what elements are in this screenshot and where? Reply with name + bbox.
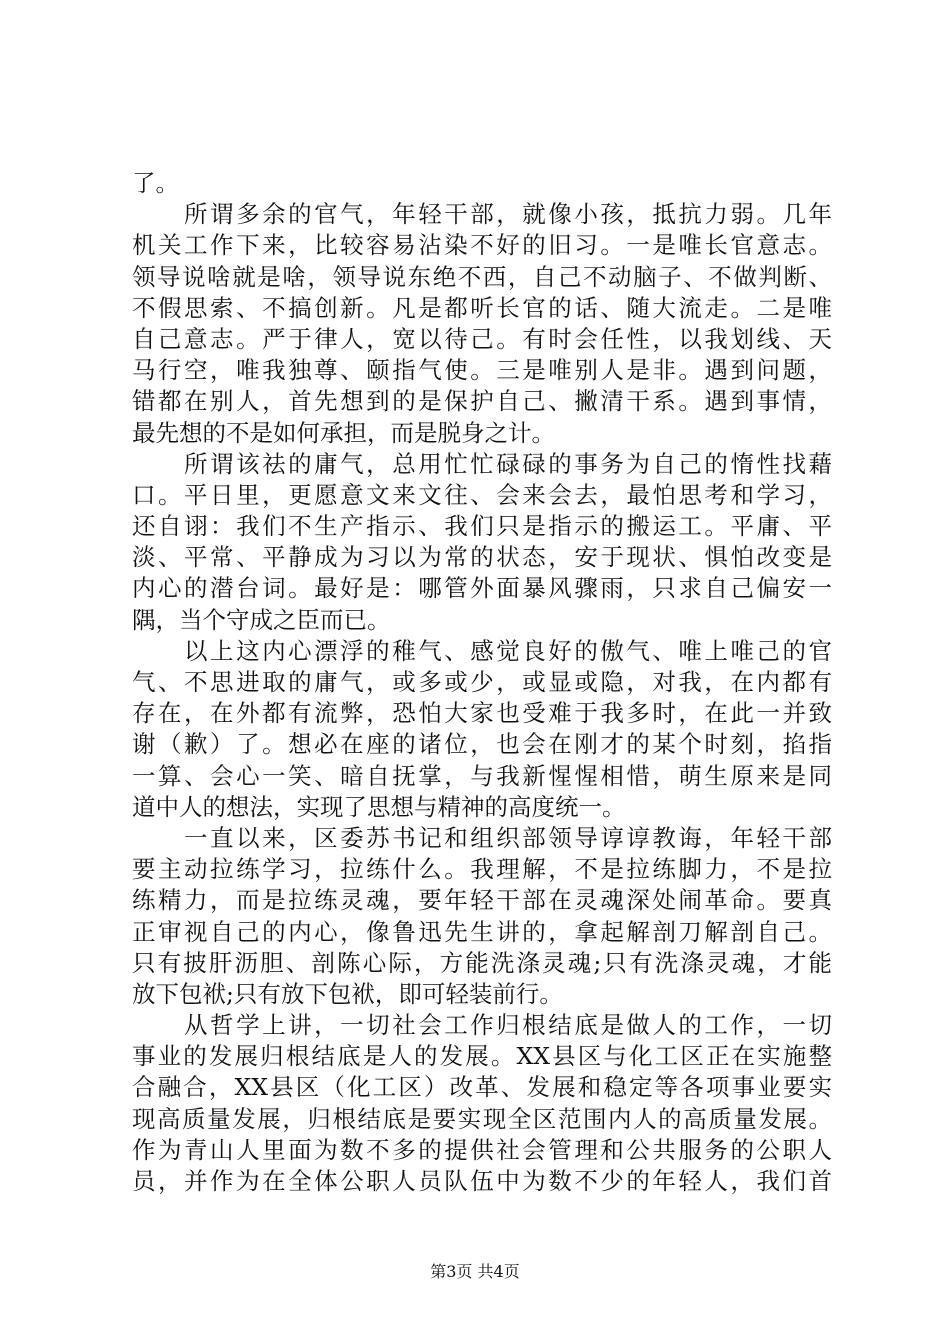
text-line: 练精力，而是拉练灵魂，要年轻干部在灵魂深处闹革命。要真 [132, 886, 832, 915]
text-line: 放下包袱;只有放下包袱，即可轻装前行。 [132, 979, 563, 1008]
text-line: 员，并作为在全体公职人员队伍中为数不少的年轻人，我们首 [132, 1167, 832, 1195]
text-line: 领导说啥就是啥，领导说东绝不西，自己不动脑子、不做判断、 [132, 262, 832, 291]
text-line: 马行空，唯我独尊、颐指气使。三是唯别人是非。遇到问题， [132, 356, 832, 385]
text-line: 淡、平常、平静成为习以为常的状态，安于现状、惧怕改变是 [132, 543, 832, 572]
text-line: 要主动拉练学习，拉练什么。我理解，不是拉练脚力，不是拉 [132, 855, 832, 884]
text-line: 自己意志。严于律人，宽以待己。有时会任性，以我划线、天 [132, 324, 832, 353]
text-line: 现高质量发展，归根结底是要实现全区范围内人的高质量发展。 [132, 1104, 832, 1133]
text-line: 还自诩：我们不生产指示、我们只是指示的搬运工。平庸、平 [132, 512, 832, 541]
text-line: 所谓多余的官气，年轻干部，就像小孩，抵抗力弱。几年 [132, 200, 832, 229]
text-line: 作为青山人里面为数不多的提供社会管理和公共服务的公职人 [132, 1135, 832, 1164]
text-line: 了。 [132, 169, 179, 197]
text-line: 口。平日里，更愿意文来文往、会来会去，最怕思考和学习， [132, 480, 832, 509]
text-line: 隅，当个守成之臣而已。 [132, 605, 391, 634]
text-line: 合融合，XX县区（化工区）改革、发展和稳定等各项事业要实 [132, 1073, 832, 1102]
text-line: 事业的发展归根结底是人的发展。XX县区与化工区正在实施整 [132, 1042, 832, 1071]
text-line: 一算、会心一笑、暗自抚掌，与我新惺惺相惜，萌生原来是同 [132, 761, 832, 790]
body-text [132, 168, 832, 1197]
text-line: 正审视自己的内心，像鲁迅先生讲的，拿起解剖刀解剖自己。 [132, 917, 832, 946]
text-line: 最先想的不是如何承担，而是脱身之计。 [132, 418, 555, 447]
text-line: 所谓该祛的庸气，总用忙忙碌碌的事务为自己的惰性找藉 [132, 449, 832, 478]
page-footer: 第3页 共4页 [430, 1262, 520, 1281]
text-line: 谢（歉）了。想必在座的诸位，也会在刚才的某个时刻，掐指 [132, 730, 832, 759]
text-line: 道中人的想法，实现了思想与精神的高度统一。 [132, 792, 626, 821]
text-line: 机关工作下来，比较容易沾染不好的旧习。一是唯长官意志。 [132, 231, 832, 260]
text-line: 内心的潜台词。最好是：哪管外面暴风骤雨，只求自己偏安一 [132, 574, 832, 603]
text-line: 气、不思进取的庸气，或多或少，或显或隐，对我，在内都有 [132, 668, 832, 696]
text-line: 一直以来，区委苏书记和组织部领导谆谆教诲，年轻干部 [132, 823, 832, 852]
text-line: 只有披肝沥胆、剖陈心际，方能洗涤灵魂;只有洗涤灵魂，才能 [132, 948, 832, 977]
text-line: 不假思索、不搞创新。凡是都听长官的话、随大流走。二是唯 [132, 293, 832, 322]
text-line: 错都在别人，首先想到的是保护自己、撇清干系。遇到事情， [132, 387, 832, 416]
text-line: 以上这内心漂浮的稚气、感觉良好的傲气、唯上唯己的官 [132, 636, 832, 665]
text-line: 从哲学上讲，一切社会工作归根结底是做人的工作，一切 [132, 1011, 832, 1040]
text-line: 存在，在外都有流弊，恐怕大家也受难于我多时，在此一并致 [132, 699, 832, 728]
